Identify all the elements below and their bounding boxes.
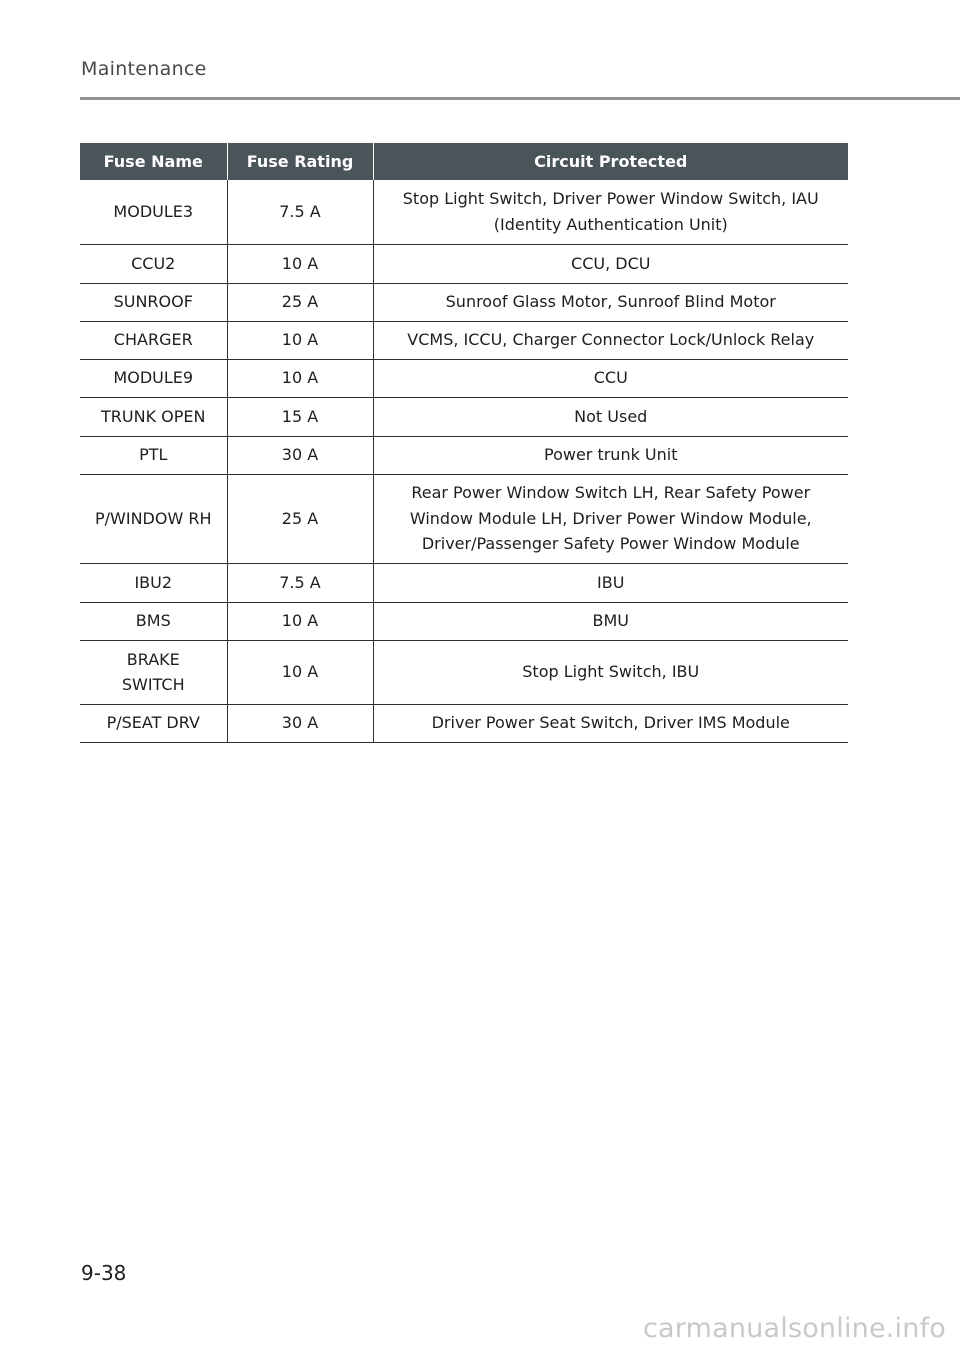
column-header-fuse-name: Fuse Name <box>80 143 227 180</box>
fuse-rating-cell: 10 A <box>227 640 373 704</box>
circuit-protected-cell: Driver Power Seat Switch, Driver IMS Module <box>373 704 848 742</box>
circuit-protected-cell: Sunroof Glass Motor, Sunroof Blind Motor <box>373 283 848 321</box>
watermark-text: carmanualsonline.info <box>643 1313 946 1344</box>
table-row <box>80 602 848 640</box>
table-row <box>80 180 848 244</box>
page-number: 9-38 <box>81 1261 127 1285</box>
table-row <box>80 563 848 602</box>
fuse-name-cell: PTL <box>80 436 227 474</box>
table-row <box>80 283 848 321</box>
fuse-rating-cell: 25 A <box>227 474 373 563</box>
fuse-name-cell: CHARGER <box>80 321 227 359</box>
fuse-rating-cell: 10 A <box>227 359 373 397</box>
table-row <box>80 436 848 474</box>
header-divider <box>80 97 960 100</box>
circuit-protected-cell: Stop Light Switch, Driver Power Window Switch, IAU (Identity Authentication Unit) <box>373 180 848 244</box>
table-row <box>80 640 848 704</box>
fuse-rating-cell: 10 A <box>227 321 373 359</box>
table-row <box>80 474 848 563</box>
fuse-rating-cell: 10 A <box>227 244 373 283</box>
fuse-name-cell: P/SEAT DRV <box>80 704 227 742</box>
fuse-rating-cell: 10 A <box>227 602 373 640</box>
circuit-protected-cell: CCU, DCU <box>373 244 848 283</box>
fuse-name-cell: IBU2 <box>80 563 227 602</box>
circuit-protected-cell: BMU <box>373 602 848 640</box>
fuse-rating-cell: 7.5 A <box>227 563 373 602</box>
fuse-name-cell: P/WINDOW RH <box>80 474 227 563</box>
fuse-rating-cell: 15 A <box>227 397 373 436</box>
column-header-circuit-protected: Circuit Protected <box>373 143 848 180</box>
circuit-protected-cell: IBU <box>373 563 848 602</box>
table-row <box>80 704 848 742</box>
table-row <box>80 397 848 436</box>
fuse-rating-cell: 30 A <box>227 436 373 474</box>
fuse-name-cell: MODULE3 <box>80 180 227 244</box>
column-header-fuse-rating: Fuse Rating <box>227 143 373 180</box>
table-row <box>80 321 848 359</box>
table-header-row <box>80 143 848 180</box>
fuse-rating-cell: 25 A <box>227 283 373 321</box>
table-row <box>80 359 848 397</box>
table-row <box>80 244 848 283</box>
fuse-name-cell: CCU2 <box>80 244 227 283</box>
section-title: Maintenance <box>81 58 207 80</box>
circuit-protected-cell: Rear Power Window Switch LH, Rear Safety Power Window Module LH, Driver Power Window Module, Driver/Passenger Safety Power Window Module <box>373 474 848 563</box>
fuse-rating-cell: 30 A <box>227 704 373 742</box>
fuse-rating-cell: 7.5 A <box>227 180 373 244</box>
circuit-protected-cell: VCMS, ICCU, Charger Connector Lock/Unlock Relay <box>373 321 848 359</box>
fuse-name-cell: SUNROOF <box>80 283 227 321</box>
circuit-protected-cell: Not Used <box>373 397 848 436</box>
fuse-name-cell: TRUNK OPEN <box>80 397 227 436</box>
circuit-protected-cell: Stop Light Switch, IBU <box>373 640 848 704</box>
circuit-protected-cell: Power trunk Unit <box>373 436 848 474</box>
fuse-table <box>80 143 848 743</box>
fuse-name-cell: BRAKE SWITCH <box>80 640 227 704</box>
circuit-protected-cell: CCU <box>373 359 848 397</box>
fuse-name-cell: MODULE9 <box>80 359 227 397</box>
fuse-name-cell: BMS <box>80 602 227 640</box>
